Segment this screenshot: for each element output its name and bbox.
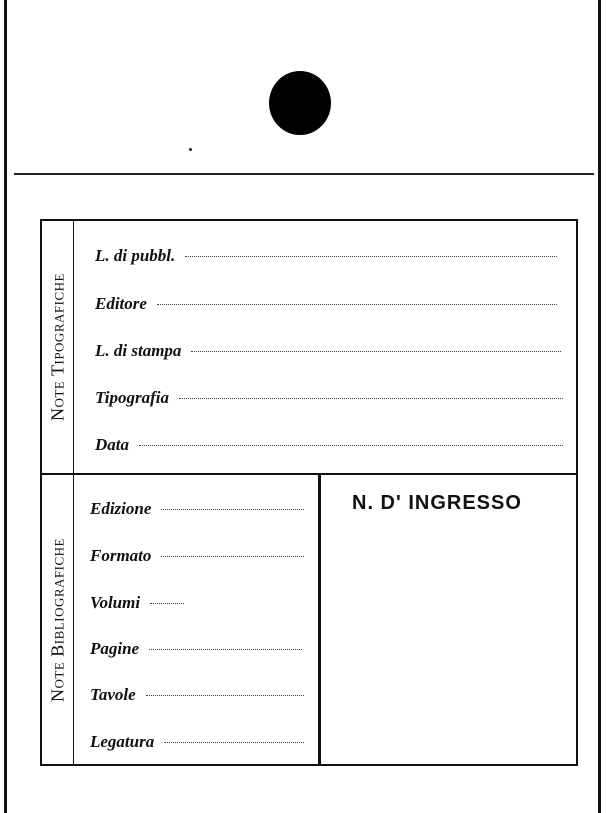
field-tipografia[interactable]: [95, 388, 563, 408]
field-pagine[interactable]: [90, 639, 302, 659]
fold-line: [14, 173, 594, 175]
fill-line: [185, 256, 557, 257]
field-edizione[interactable]: [90, 499, 304, 519]
fill-line: [161, 509, 304, 510]
field-tavole[interactable]: [90, 685, 304, 705]
field-editore[interactable]: [95, 294, 557, 314]
field-data[interactable]: [95, 435, 563, 455]
punch-hole: [269, 71, 331, 135]
note-bibliografiche-column: [42, 475, 74, 764]
field-label: Legatura: [90, 732, 155, 751]
note-bibliografiche-heading: Note Bibliografiche: [47, 537, 67, 702]
field-label: Tavole: [90, 685, 136, 704]
field-label: Editore: [95, 294, 147, 313]
note-tipografiche-heading: Note Tipografiche: [47, 273, 67, 421]
ingresso-divider: [318, 474, 321, 766]
field-luogo-stampa[interactable]: [95, 341, 561, 361]
section-divider: [40, 473, 578, 475]
field-legatura[interactable]: [90, 732, 304, 752]
fill-line: [146, 695, 304, 696]
field-volumi[interactable]: [90, 593, 184, 613]
fill-line: [179, 398, 563, 399]
field-label: L. di pubbl.: [95, 246, 176, 265]
note-tipografiche-column: [42, 221, 74, 473]
fill-line: [164, 742, 304, 743]
field-label: Formato: [90, 546, 152, 565]
ingresso-number-label: N. D' INGRESSO: [352, 492, 522, 514]
fill-line: [191, 351, 561, 352]
fill-line: [150, 603, 184, 604]
field-label: Tipografia: [95, 388, 169, 407]
fill-line: [149, 649, 302, 650]
field-label: Pagine: [90, 639, 140, 658]
field-label: Edizione: [90, 499, 152, 518]
paper-speck: [189, 148, 192, 151]
fill-line: [161, 556, 304, 557]
field-label: Volumi: [90, 593, 141, 612]
field-formato[interactable]: [90, 546, 304, 566]
field-luogo-pubblicazione[interactable]: [95, 246, 557, 266]
field-label: L. di stampa: [95, 341, 182, 360]
fill-line: [139, 445, 563, 446]
fill-line: [157, 304, 557, 305]
field-label: Data: [95, 435, 129, 454]
